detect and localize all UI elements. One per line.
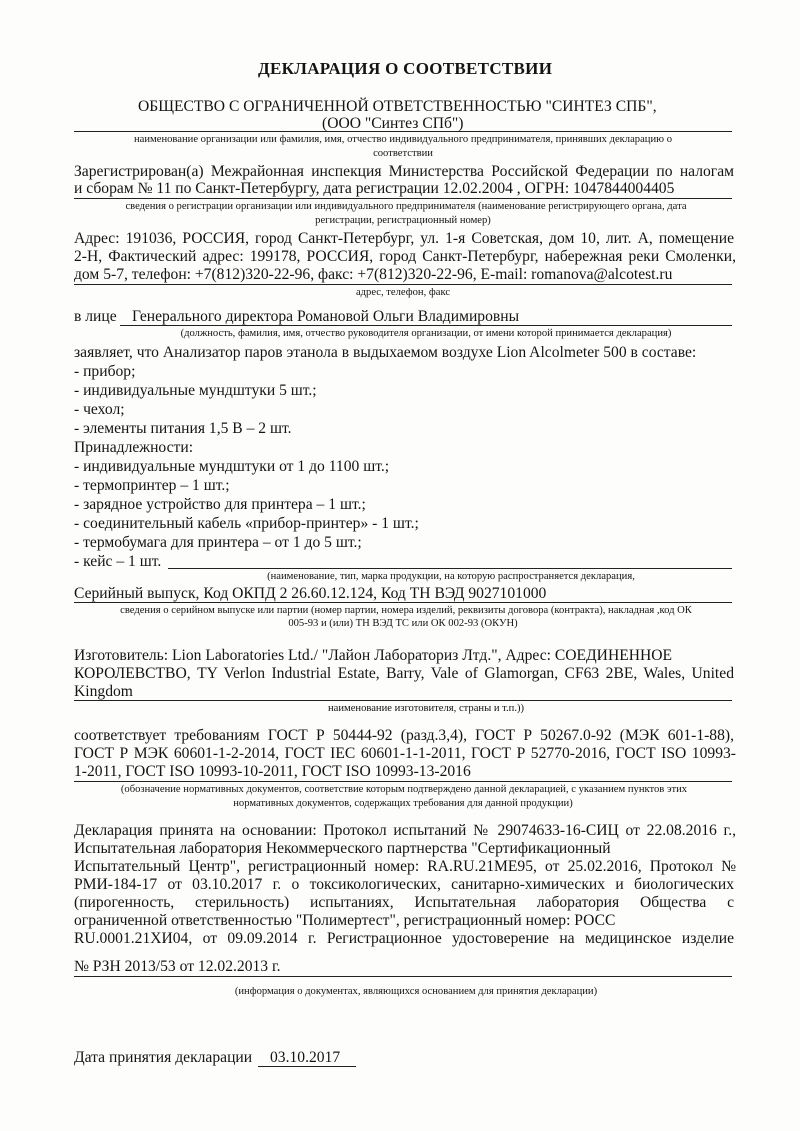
manufacturer-line-3: Kingdom [74,683,133,700]
acceptance-date-underline [258,1066,356,1067]
product-item: - прибор; [74,363,136,380]
basis-line: ограниченной ответственностью "Полимертест", регистрационный номер: РОСС [74,912,616,929]
org-caption-1: наименование организации или фамилия, имя, отчество индивидуального предпринимателя, принявших декларацию о [134,134,672,145]
product-item: - элементы питания 1,5 В – 2 шт. [74,420,292,437]
document-title: ДЕКЛАРАЦИЯ О СООТВЕТСТВИИ [258,59,553,78]
standards-underline [74,781,732,782]
basis-line: Испытательный Центр", регистрационный номер: RA.RU.21МЕ95, от 25.02.2016, Протокол № [74,858,736,875]
standards-line-1: соответствует требованиям ГОСТ Р 50444-92 (разд.3,4), ГОСТ Р 50267.0-92 (МЭК 601-1-88), [74,727,734,744]
registration-line-2: и сборам № 11 по Санкт-Петербургу, дата регистрации 12.02.2004 , ОГРН: 1047844004405 [74,180,675,197]
standards-caption-2: нормативных документов, содержащих требования для данной продукции) [233,798,573,809]
series-line: Серийный выпуск, Код ОКПД 2 26.60.12.124, Код ТН ВЭД 9027101000 [74,585,547,602]
standards-caption-1: (обозначение нормативных документов, соответствие которым подтверждено данной декларацией, с указанием пунктов этих [120,784,688,795]
manufacturer-line-1: Изготовитель: Lion Laboratories Ltd./ "Лайон Лабораториз Лтд.", Адрес: СОЕДИНЕННОЕ [74,647,673,664]
basis-line: (пирогенность, стерильность) испытаниях, Испытательная лаборатория Общества с [74,894,734,911]
accessory-item: - термобумага для принтера – от 1 до 5 шт.; [74,534,362,551]
registration-caption-1: сведения о регистрации организации или индивидуального предпринимателя (наименование регистрирующего органа, дата [125,201,687,212]
standards-line-2: ГОСТ Р МЭК 60601-1-2-2014, ГОСТ IEC 60601-1-1-2011, ГОСТ Р 52770-2016, ГОСТ ISO 10993- [74,745,736,762]
basis-caption: (информация о документах, являющихся основанием для принятия декларации) [234,986,598,997]
accessories-heading: Принадлежности: [74,439,194,456]
accessory-item: - термопринтер – 1 шт.; [74,477,230,494]
manufacturer-underline [74,700,732,701]
basis-line: № РЗН 2013/53 от 12.02.2013 г. [74,958,281,975]
basis-line: Испытательная лаборатория Некоммерческого партнерства "Сертификационный [74,840,611,857]
accessory-item: - соединительный кабель «прибор-принтер» - 1 шт.; [74,515,419,532]
product-underline [168,568,732,569]
address-line-1: Адрес: 191036, РОССИЯ, город Санкт-Петербург, ул. 1-я Советская, дом 10, лит. А, помещение [74,230,734,247]
registration-underline [74,198,732,199]
representative-caption: (должность, фамилия, имя, отчество руководителя организации, от имени которой принимается декларация) [180,328,672,339]
accessory-item: - индивидуальные мундштуки от 1 до 1100 шт.; [74,458,390,475]
basis-line: Декларация принята на основании: Протокол испытаний № 29074633-16-СИЦ от 22.08.2016 г., [74,822,736,839]
product-item: - индивидуальные мундштуки 5 шт.; [74,382,317,399]
accessory-item: - кейс – 1 шт. [74,553,162,570]
org-caption-2: соответствии [373,148,433,159]
org-underline [74,131,732,132]
standards-line-3: 1-2011, ГОСТ ISO 10993-10-2011, ГОСТ ISO 10993-13-2016 [74,763,471,780]
org-name: ОБЩЕСТВО С ОГРАНИЧЕННОЙ ОТВЕТСТВЕННОСТЬЮ "СИНТЕЗ СПБ", [138,98,657,115]
address-line-3: дом 5-7, телефон: +7(812)320-22-96, факс: +7(812)320-22-96, E-mail: romanova@alcotest.ru [74,266,673,283]
product-statement: заявляет, что Анализатор паров этанола в выдыхаемом воздухе Lion Alcolmeter 500 в составе: [74,344,697,361]
accessory-item: - зарядное устройство для принтера – 1 шт.; [74,496,366,513]
basis-line: RU.0001.21ХИ04, от 09.09.2014 г. Регистрационное удостоверение на медицинское изделие [74,930,734,947]
series-caption-1: сведения о серийном выпуске или партии (номер партии, номера изделий, реквизиты договора (контракта), накладная ,код ОК [120,605,692,616]
address-line-2: 2-Н, Фактический адрес: 199178, РОССИЯ, город Санкт-Петербург, набережная реки Смоленки, [74,248,736,265]
representative-underline [120,325,732,326]
org-short-name: (ООО "Синтез СПб") [322,115,464,132]
manufacturer-caption: наименование изготовителя, страны и т.п.)) [327,703,525,714]
address-caption: адрес, телефон, факс [355,287,451,298]
series-underline [74,602,732,603]
representative-name: Генерального директора Романовой Ольги Владимировны [132,308,520,325]
basis-line: РМИ-184-17 от 03.10.2017 г. о токсикологических, санитарно-химических и биологических [74,876,734,893]
registration-line-1: Зарегистрирован(а) Межрайонная инспекция Министерства Российской Федерации по налогам [74,163,734,180]
representative-prefix: в лице [74,308,117,325]
basis-underline [74,976,732,977]
series-caption-2: 005-93 и (или) ТН ВЭД ТС или ОК 002-93 (ОКУН) [288,618,518,629]
address-underline [74,284,732,285]
registration-caption-2: регистрации, регистрационный номер) [315,215,491,226]
acceptance-label: Дата принятия декларации [74,1049,253,1066]
product-caption: (наименование, тип, марка продукции, на которую распространяется декларация, [267,571,635,582]
acceptance-date: 03.10.2017 [270,1049,341,1066]
product-item: - чехол; [74,401,125,418]
manufacturer-line-2: КОРОЛЕВСТВО, TY Verlon Industrial Estate, Barry, Vale of Glamorgan, CF63 2BE, Wales, United [74,665,734,682]
